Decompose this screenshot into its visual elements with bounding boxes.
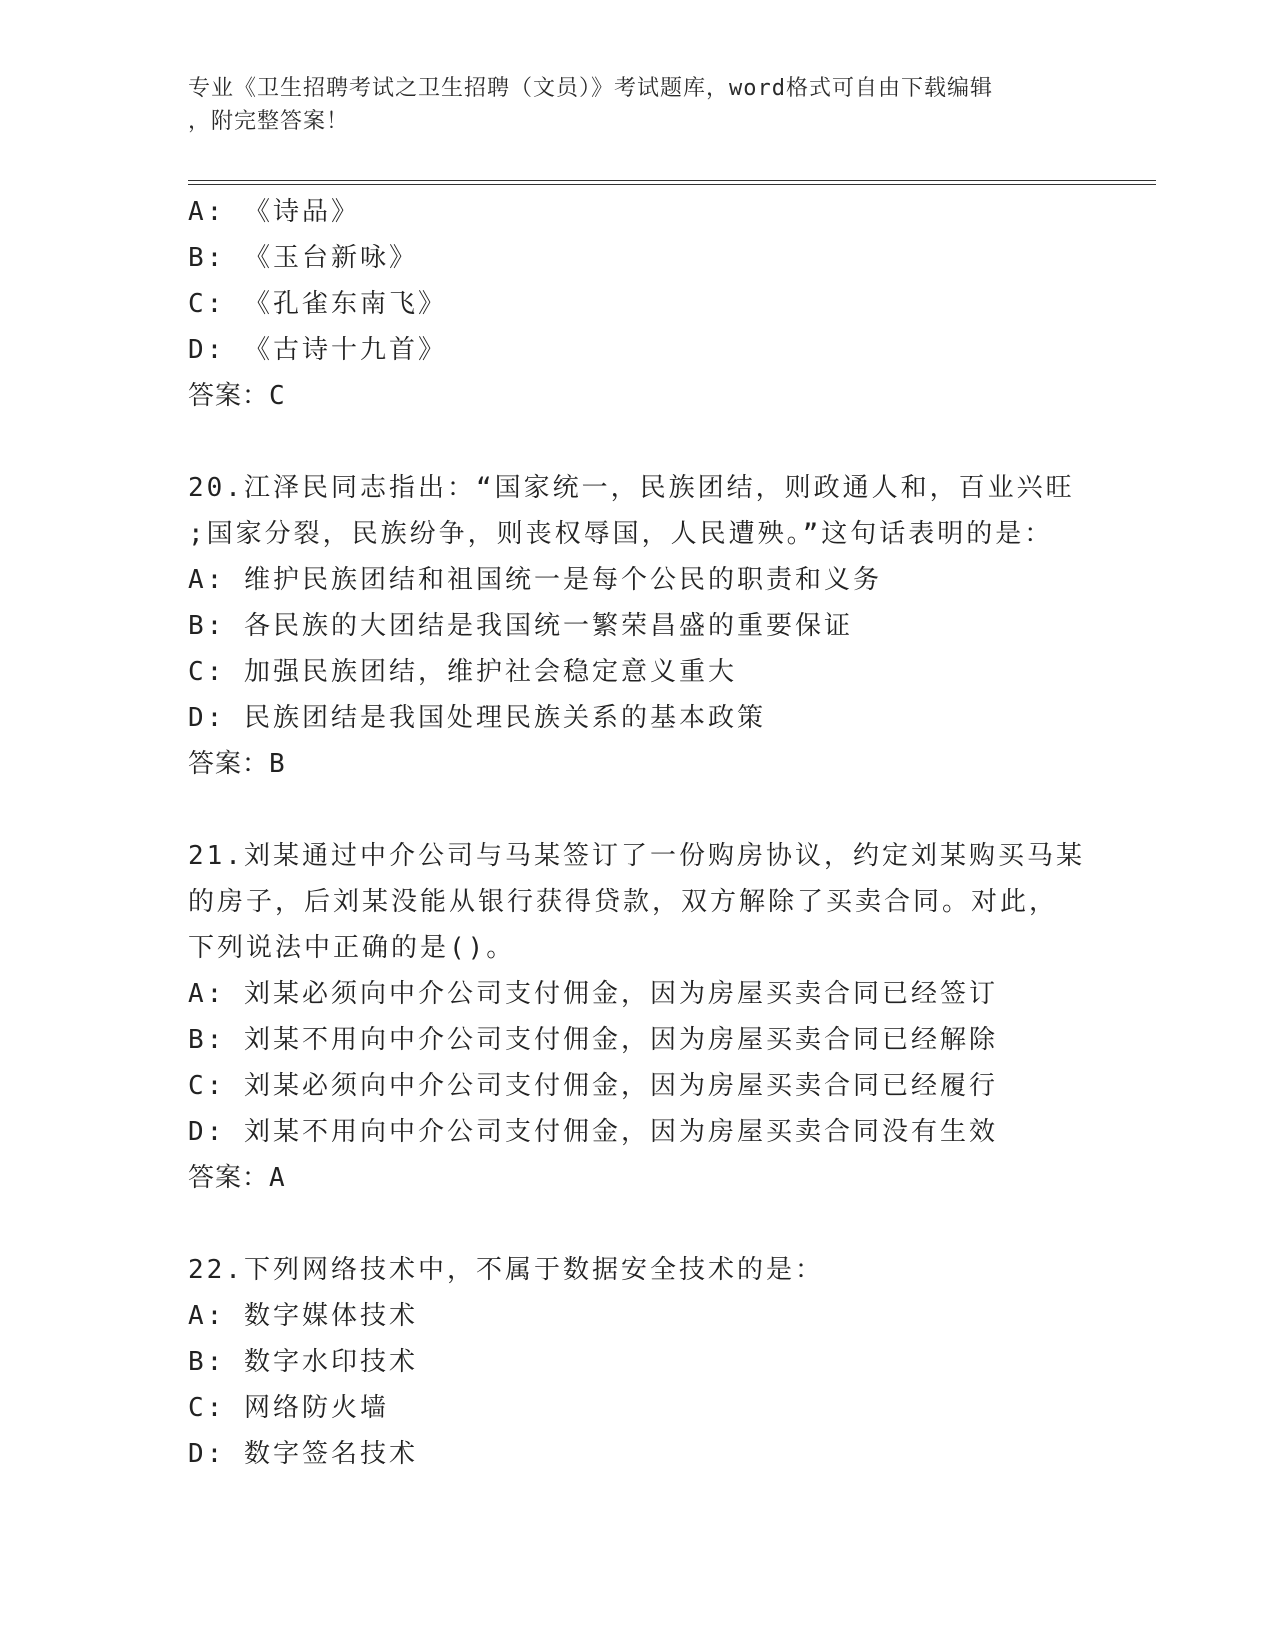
spacer <box>188 787 1088 833</box>
answer: 答案：B <box>188 749 286 779</box>
answer: 答案：A <box>188 1163 286 1193</box>
question-20 <box>188 465 1088 787</box>
option-b: B: 数字水印技术 <box>188 1347 418 1377</box>
option-c: C: 《孔雀东南飞》 <box>188 289 447 319</box>
option-a: A: 《诗品》 <box>188 197 360 227</box>
question-21 <box>188 833 1088 1201</box>
document-header <box>188 72 1068 138</box>
option-b: B: 刘某不用向中介公司支付佣金，因为房屋买卖合同已经解除 <box>188 1025 998 1055</box>
header-line-1: 专业《卫生招聘考试之卫生招聘（文员）》考试题库，word格式可自由下载编辑 <box>188 76 993 101</box>
option-d: D: 民族团结是我国处理民族关系的基本政策 <box>188 703 766 733</box>
option-d: D: 《古诗十九首》 <box>188 335 447 365</box>
question-text-line-3: 下列说法中正确的是()。 <box>188 933 516 963</box>
question-text-line-2: ;国家分裂，民族纷争，则丧权辱国，人民遭殃。”这句话表明的是： <box>188 519 1054 549</box>
option-a: A: 数字媒体技术 <box>188 1301 418 1331</box>
option-c: C: 刘某必须向中介公司支付佣金，因为房屋买卖合同已经履行 <box>188 1071 998 1101</box>
option-c: C: 加强民族团结，维护社会稳定意义重大 <box>188 657 737 687</box>
option-a: A: 刘某必须向中介公司支付佣金，因为房屋买卖合同已经签订 <box>188 979 998 1009</box>
answer: 答案：C <box>188 381 286 411</box>
spacer <box>188 1201 1088 1247</box>
spacer <box>188 419 1088 465</box>
question-text-line-2: 的房子，后刘某没能从银行获得贷款，双方解除了买卖合同。对此， <box>188 887 1059 917</box>
question-22 <box>188 1247 1088 1477</box>
option-d: D: 刘某不用向中介公司支付佣金，因为房屋买卖合同没有生效 <box>188 1117 998 1147</box>
header-line-2: ，附完整答案！ <box>188 109 350 134</box>
question-text-line-1: 21.刘某通过中介公司与马某签订了一份购房协议，约定刘某购买马某 <box>188 841 1085 871</box>
question-text-line-1: 20.江泽民同志指出：“国家统一，民族团结，则政通人和，百业兴旺 <box>188 473 1075 503</box>
option-b: B: 各民族的大团结是我国统一繁荣昌盛的重要保证 <box>188 611 853 641</box>
header-divider-top <box>188 180 1156 181</box>
question-19 <box>188 189 1088 419</box>
question-text-line-1: 22.下列网络技术中，不属于数据安全技术的是： <box>188 1255 824 1285</box>
option-a: A: 维护民族团结和祖国统一是每个公民的职责和义务 <box>188 565 882 595</box>
option-d: D: 数字签名技术 <box>188 1439 418 1469</box>
header-divider-bottom <box>188 184 1156 185</box>
option-c: C: 网络防火墙 <box>188 1393 389 1423</box>
option-b: B: 《玉台新咏》 <box>188 243 418 273</box>
question-list <box>188 189 1088 1477</box>
